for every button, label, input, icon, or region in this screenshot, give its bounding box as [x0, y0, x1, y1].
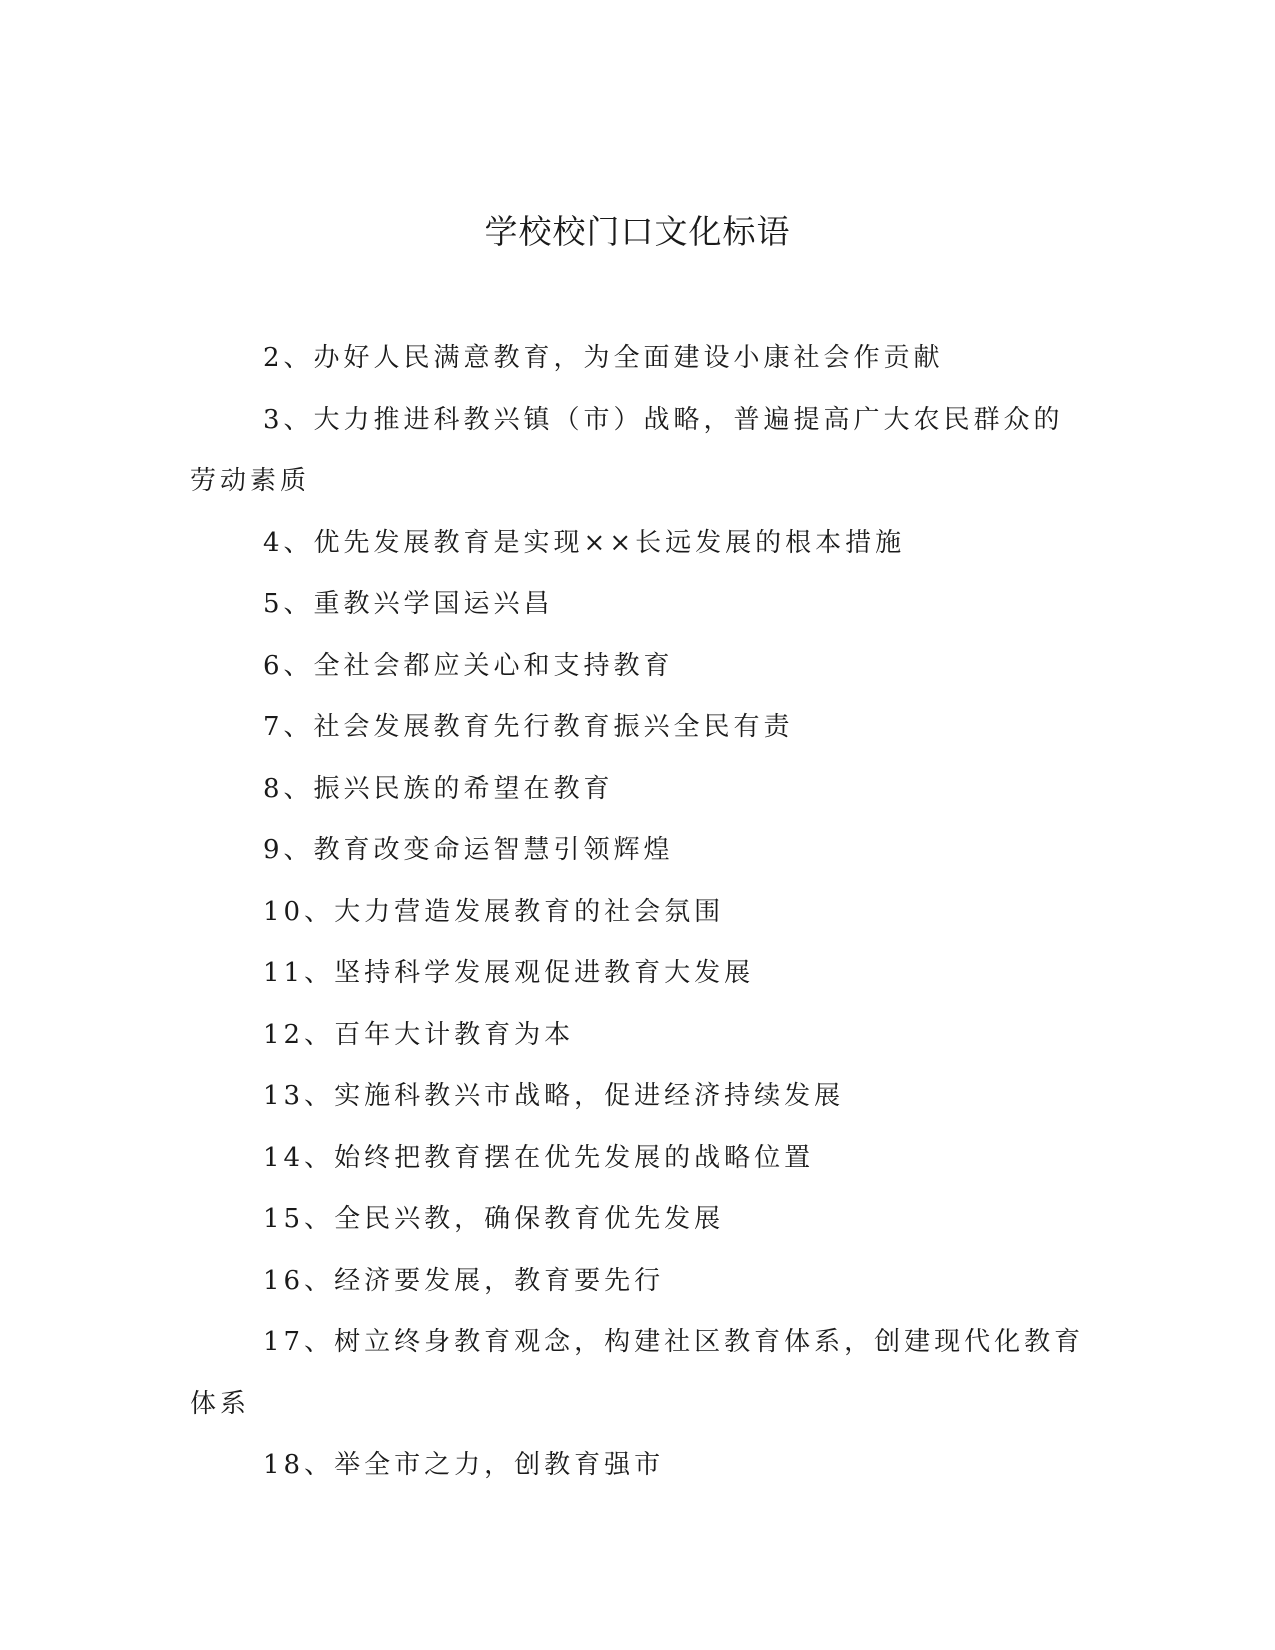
slogan-item: 15、全民兴教，确保教育优先发展 [263, 1204, 725, 1234]
slogan-item: 6、全社会都应关心和支持教育 [263, 650, 674, 681]
slogan-item: 17、树立终身教育观念，构建社区教育体系，创建现代化教育体系 [190, 1327, 1085, 1419]
slogan-item: 8、振兴民族的希望在教育 [263, 773, 614, 804]
slogan-item: 16、经济要发展，教育要先行 [263, 1265, 665, 1296]
slogan-item: 10、大力营造发展教育的社会氛围 [263, 896, 725, 927]
slogan-item: 5、重教兴学国运兴昌 [263, 589, 554, 619]
slogan-item: 7、社会发展教育先行教育振兴全民有责 [263, 712, 794, 742]
slogan-list [190, 328, 1090, 1497]
slogan-item: 18、举全市之力，创教育强市 [263, 1450, 665, 1480]
slogan-item: 4、优先发展教育是实现××长远发展的根本措施 [263, 527, 906, 558]
slogan-item: 3、大力推进科教兴镇（市）战略，普遍提高广大农民群众的劳动素质 [190, 404, 1064, 496]
slogan-item: 11、坚持科学发展观促进教育大发展 [263, 958, 755, 988]
slogan-item: 2、办好人民满意教育，为全面建设小康社会作贡献 [263, 343, 944, 373]
slogan-item: 12、百年大计教育为本 [263, 1019, 575, 1050]
document-title: 学校校门口文化标语 [484, 212, 791, 251]
slogan-item: 9、教育改变命运智慧引领辉煌 [263, 835, 674, 865]
slogan-item: 14、始终把教育摆在优先发展的战略位置 [263, 1142, 815, 1173]
slogan-item: 13、实施科教兴市战略，促进经济持续发展 [263, 1081, 845, 1111]
